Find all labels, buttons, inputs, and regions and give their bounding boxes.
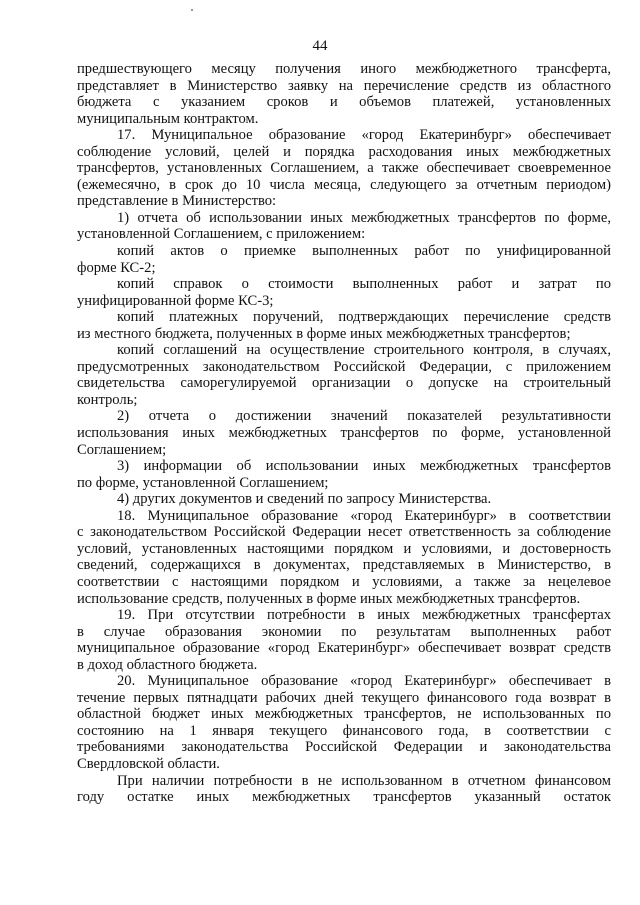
text-line: по форме, установленной Соглашением; (77, 474, 329, 491)
paragraph (77, 243, 611, 276)
text-line: копий актов о приемке выполненных работ по унифицированной (117, 243, 611, 260)
text-line: копий справок о стоимости выполненных работ и затрат по (117, 276, 611, 293)
paragraph (77, 458, 611, 491)
text-line: унифицированной форме КС-3; (77, 292, 274, 309)
text-line: в доход областного бюджета. (77, 656, 258, 673)
text-line: муниципальное образование «город Екатеринбург» обеспечивает возврат средств (77, 640, 611, 657)
text-line: из местного бюджета, полученных в форме иных межбюджетных трансфертов; (77, 325, 571, 342)
text-line: соответствии с настоящими порядком и условиями, а также за нецелевое (77, 573, 611, 590)
text-line: 2) отчета о достижении значений показателей результативности (117, 408, 611, 425)
text-line: условий, установленных настоящими порядком и условиями, и достоверность (77, 540, 611, 557)
paragraph (77, 773, 611, 806)
text-line: трансфертов, установленных Соглашением, а также обеспечивает своевременное (77, 160, 611, 177)
text-line: представляет в Министерство заявку на перечисление средств из областного (77, 77, 611, 94)
paragraph (77, 508, 611, 607)
text-line: областной бюджет иных межбюджетных трансфертов, не использованных по (77, 706, 611, 723)
paragraph (77, 408, 611, 458)
text-line: установленной Соглашением, с приложением: (77, 226, 366, 243)
text-line: предшествующего месяцу получения иного межбюджетного трансферта, (77, 61, 611, 77)
text-line: свидетельства саморегулируемой организации о допуске на строительный (77, 375, 611, 392)
text-line: 4) других документов и сведений по запросу Министерства. (117, 491, 492, 508)
text-line: копий соглашений на осуществление строительного контроля, в случаях, (117, 342, 611, 359)
text-line: Соглашением; (77, 441, 167, 458)
text-line: году остатке иных межбюджетных трансфертов указанный остаток (77, 789, 611, 806)
paragraph (77, 342, 611, 408)
text-line: 19. При отсутствии потребности в иных межбюджетных трансфертах (117, 607, 611, 624)
text-line: Свердловской области. (77, 755, 220, 772)
page-number: 44 (312, 38, 328, 54)
text-line: контроль; (77, 391, 138, 408)
text-line: (ежемесячно, в срок до 10 числа месяца, следующего за отчетным периодом) (77, 176, 611, 193)
paragraph (77, 673, 611, 772)
text-line: использование средств, полученных в форме иных межбюджетных трансфертов. (77, 590, 581, 607)
text-line: с законодательством Российской Федерации несет ответственность за соблюдение (77, 524, 611, 541)
text-line: При наличии потребности в не использованном в отчетном финансовом (117, 772, 611, 789)
text-line: требованиями законодательства Российской Федерации и законодательства (77, 739, 611, 756)
paragraph (77, 276, 611, 309)
paragraph (77, 210, 611, 243)
text-line: 3) информации об использовании иных межбюджетных трансфертов (117, 458, 611, 475)
scan-speck (191, 9, 193, 11)
paragraph (77, 309, 611, 342)
paragraph (77, 61, 611, 127)
paragraph (77, 607, 611, 673)
paragraph (77, 127, 611, 210)
text-line: 17. Муниципальное образование «город Екатеринбург» обеспечивает (117, 127, 611, 144)
text-line: в случае образования экономии по результатам выполненных работ (77, 623, 611, 640)
text-line: состоянию на 1 января текущего финансового года, в соответствии с (77, 722, 611, 739)
text-line: течение первых пятнадцати рабочих дней текущего финансового года возврат в (77, 689, 611, 706)
document-body (77, 61, 611, 806)
text-line: муниципальным контрактом. (77, 110, 259, 127)
paragraph (77, 491, 611, 508)
text-line: копий платежных поручений, подтверждающих перечисление средств (117, 309, 611, 326)
text-line: форме КС-2; (77, 259, 156, 276)
text-line: 20. Муниципальное образование «город Екатеринбург» обеспечивает в (117, 673, 611, 690)
text-line: 1) отчета об использовании иных межбюджетных трансфертов по форме, (117, 209, 611, 226)
text-line: сведений, содержащихся в документах, представляемых в Министерство, в (77, 557, 611, 574)
text-line: соблюдение условий, целей и порядка расходования иных межбюджетных (77, 143, 611, 160)
text-line: предусмотренных законодательством Российской Федерации, с приложением (77, 358, 611, 375)
text-line: бюджета с указанием сроков и объемов платежей, установленных (77, 94, 611, 111)
text-line: 18. Муниципальное образование «город Екатеринбург» в соответствии (117, 507, 611, 524)
text-line: представление в Министерство: (77, 193, 277, 210)
text-line: использования иных межбюджетных трансфертов по форме, установленной (77, 425, 611, 442)
